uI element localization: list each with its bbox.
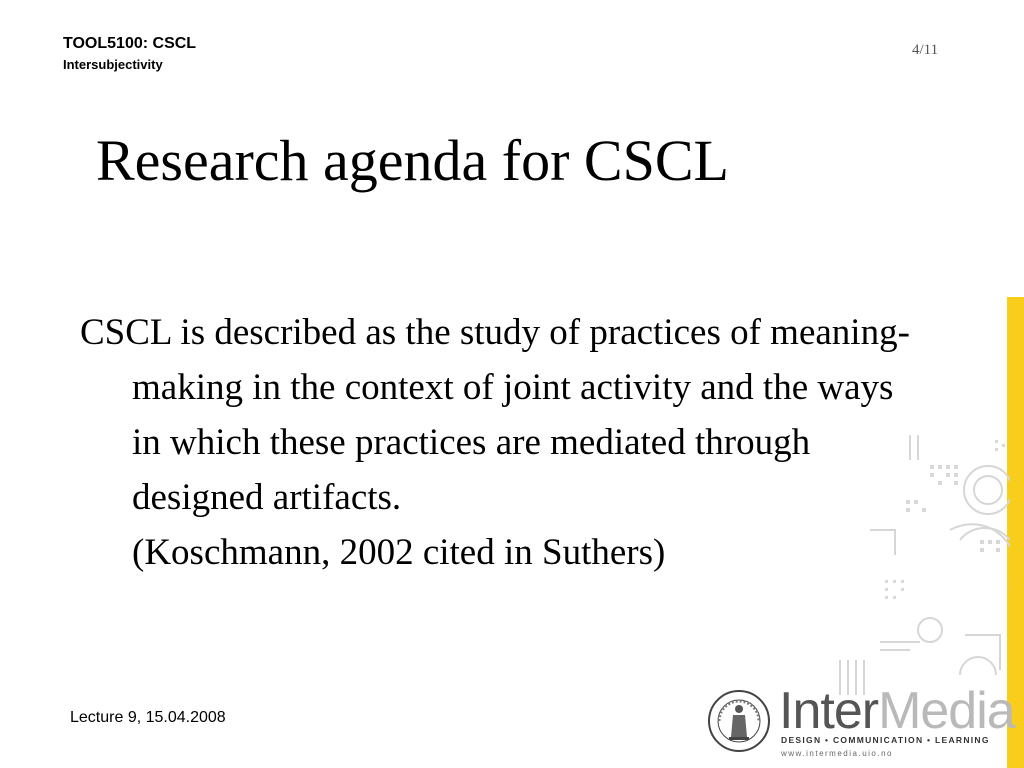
slide-title: Research agenda for CSCL	[96, 128, 729, 193]
decorative-pattern	[810, 430, 1010, 700]
lecture-footer: Lecture 9, 15.04.2008	[70, 709, 226, 726]
citation: (Koschmann, 2002 cited in Suthers)	[132, 532, 666, 573]
university-seal	[707, 689, 771, 753]
logo-media: Media	[878, 682, 1015, 740]
course-topic: Intersubjectivity	[63, 57, 163, 72]
logo-inter: Inter	[779, 682, 879, 740]
course-title: TOOL5100: CSCL	[63, 35, 197, 52]
logo-url: www.intermedia.uio.no	[781, 749, 893, 758]
page-number: 4/11	[912, 42, 939, 58]
slide-body	[80, 305, 920, 580]
body-paragraph: CSCL is described as the study of practices of meaning-making in the context of joint activity and the ways in which these practices are mediated through designed artifacts.	[80, 312, 910, 518]
logo-tagline: DESIGN • COMMUNICATION • LEARNING	[781, 735, 990, 745]
intermedia-logo	[779, 683, 1015, 739]
